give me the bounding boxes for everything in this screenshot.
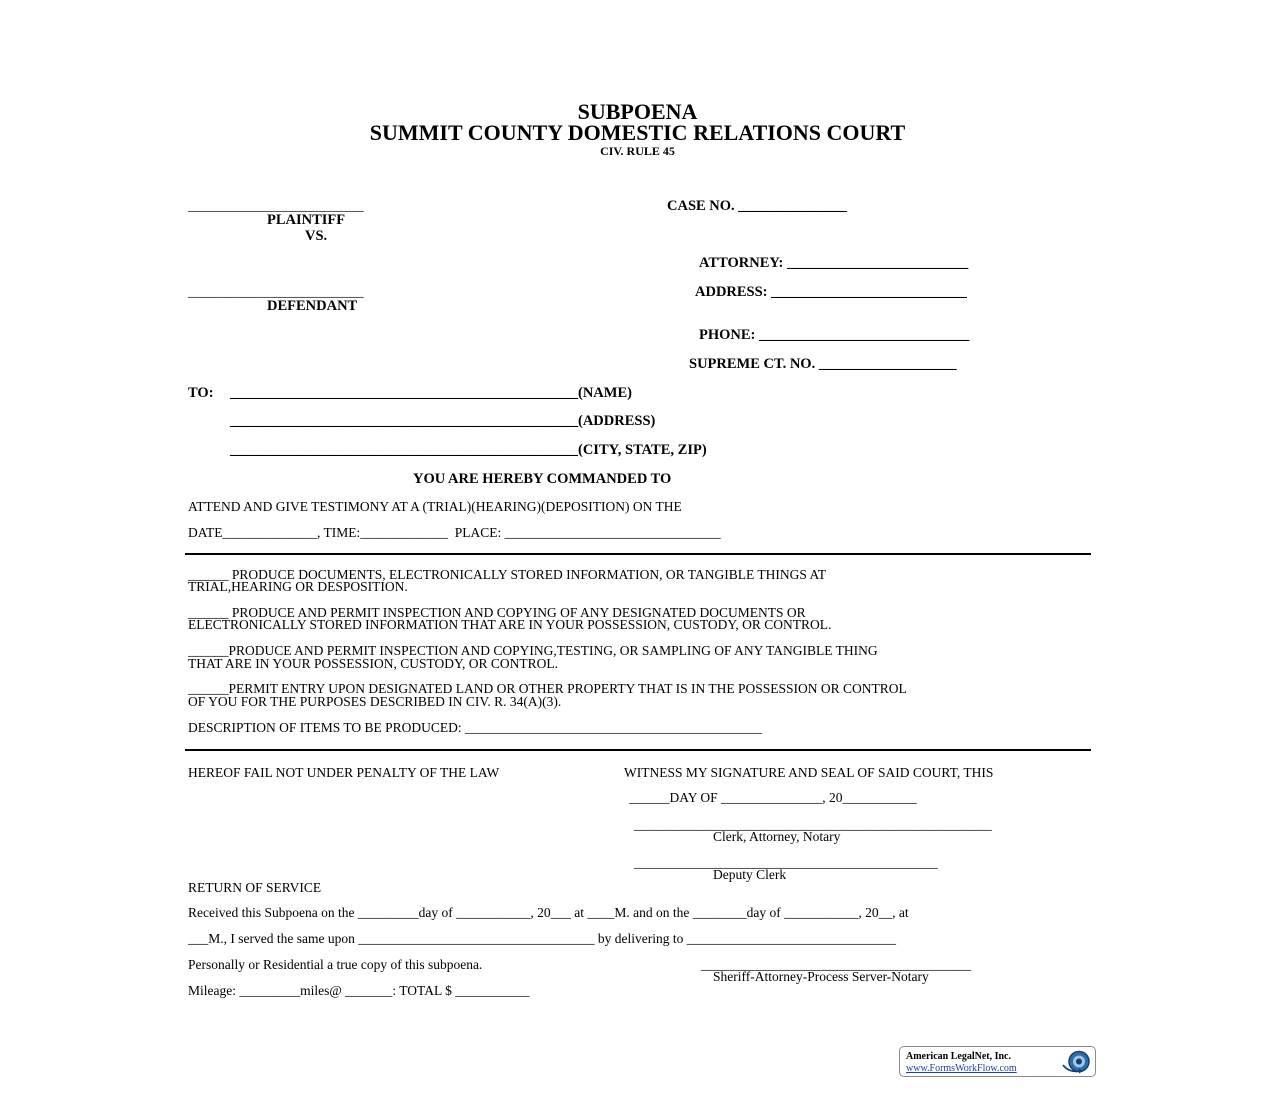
globe-arrow-icon (1059, 1049, 1093, 1074)
clerk-label: Clerk, Attorney, Notary (713, 829, 841, 844)
recipient-name-field[interactable]: ________________________________________________(NAME) (230, 385, 632, 401)
recipient-address-field[interactable]: ________________________________________________(ADDRESS) (230, 413, 656, 429)
plaintiff-label: PLAINTIFF (267, 212, 346, 228)
option-permit-entry-cont: OF YOU FOR THE PURPOSES DESCRIBED IN CIV. R. 34(A)(3). (188, 694, 562, 709)
personally-text: Personally or Residential a true copy of this subpoena. (188, 957, 483, 972)
plaintiff-line[interactable]: __________________________ (188, 198, 364, 213)
mileage-field[interactable]: Mileage: _________miles@ _______: TOTAL $ ___________ (188, 983, 530, 998)
day-of-field[interactable]: ______DAY OF _______________, 20___________ (629, 790, 917, 805)
attend-text: ATTEND AND GIVE TESTIMONY AT A (TRIAL)(HEARING)(DEPOSITION) ON THE (188, 499, 682, 514)
clerk-signature-line[interactable]: _____________________________________________________ (634, 817, 992, 832)
option-permit-entry[interactable]: ______PERMIT ENTRY UPON DESIGNATED LAND OR OTHER PROPERTY THAT IS IN THE POSSESSION OR CONTROL (188, 681, 907, 696)
phone-field[interactable]: PHONE: _____________________________ (699, 327, 970, 343)
attorney-field[interactable]: ATTORNEY: _________________________ (699, 255, 969, 271)
civ-rule: CIV. RULE 45 (600, 144, 675, 158)
defendant-line[interactable]: __________________________ (188, 284, 364, 299)
vs-label: VS. (305, 228, 328, 244)
option-inspect-copy[interactable]: ______ PRODUCE AND PERMIT INSPECTION AND COPYING OF ANY DESIGNATED DOCUMENTS OR (188, 605, 806, 620)
server-signature-line[interactable]: ________________________________________ (701, 957, 971, 972)
option-inspect-copy-cont: ELECTRONICALLY STORED INFORMATION THAT ARE IN YOUR POSSESSION, CUSTODY, OR CONTROL. (188, 617, 832, 632)
fail-not-text: HEREOF FAIL NOT UNDER PENALTY OF THE LAW (188, 765, 500, 780)
return-of-service-heading: RETURN OF SERVICE (188, 880, 322, 895)
to-label: TO: (188, 385, 214, 401)
deputy-label: Deputy Clerk (713, 867, 787, 882)
command-heading: YOU ARE HEREBY COMMANDED TO (413, 471, 672, 487)
defendant-label: DEFENDANT (267, 298, 358, 314)
received-field[interactable]: Received this Subpoena on the _________day of ___________, 20___ at ____M. and on the ________day of ___________, 20__, at (188, 905, 909, 920)
server-label: Sheriff-Attorney-Process Server-Notary (713, 969, 929, 984)
divider (185, 749, 1091, 751)
address-field[interactable]: ADDRESS: ___________________________ (695, 284, 967, 300)
recipient-city-field[interactable]: ________________________________________________(CITY, STATE, ZIP) (230, 442, 707, 458)
forms-workflow-link[interactable]: www.FormsWorkFlow.com (906, 1063, 1017, 1074)
case-number-field[interactable]: CASE NO. _______________ (667, 198, 848, 214)
option-testing-sampling[interactable]: ______PRODUCE AND PERMIT INSPECTION AND COPYING,TESTING, OR SAMPLING OF ANY TANGIBLE THING (188, 643, 878, 658)
company-name: American LegalNet, Inc. (906, 1051, 1011, 1062)
court-name: SUMMIT COUNTY DOMESTIC RELATIONS COURT (369, 120, 906, 145)
supreme-ct-field[interactable]: SUPREME CT. NO. ___________________ (689, 356, 957, 372)
served-field[interactable]: ___M., I served the same upon ___________________________________ by delivering to _______________________________ (188, 931, 896, 946)
deputy-signature-line[interactable]: _____________________________________________ (634, 855, 938, 870)
option-produce-documents-cont: TRIAL,HEARING OR DESPOSITION. (188, 579, 408, 594)
option-produce-documents[interactable]: ______ PRODUCE DOCUMENTS, ELECTRONICALLY STORED INFORMATION, OR TANGIBLE THINGS AT (188, 567, 826, 582)
option-testing-sampling-cont: THAT ARE IN YOUR POSSESSION, CUSTODY, OR CONTROL. (188, 656, 559, 671)
date-time-place-field[interactable]: DATE______________, TIME:_____________ PLACE: ________________________________ (188, 525, 721, 540)
divider (185, 553, 1091, 555)
form-title: SUBPOENA (577, 99, 698, 124)
description-items-field[interactable]: DESCRIPTION OF ITEMS TO BE PRODUCED: ____________________________________________ (188, 720, 763, 735)
american-legalnet-logo[interactable] (899, 1046, 1096, 1077)
witness-text: WITNESS MY SIGNATURE AND SEAL OF SAID COURT, THIS (624, 765, 994, 780)
